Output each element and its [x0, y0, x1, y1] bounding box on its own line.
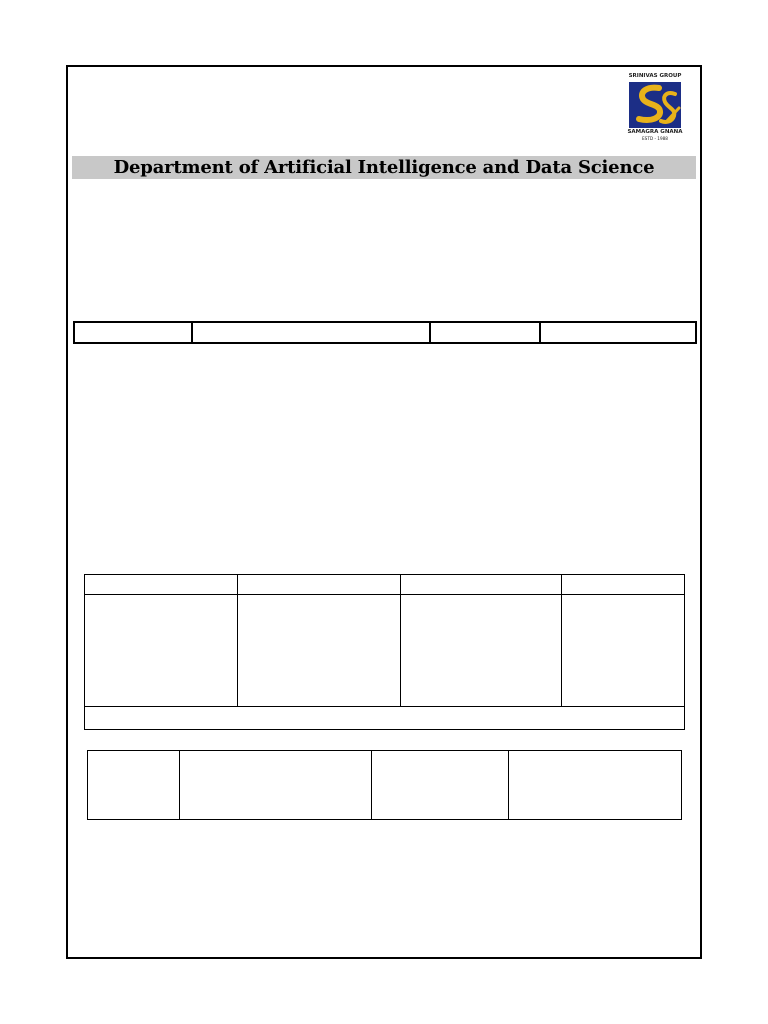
table-cell — [238, 595, 401, 707]
table-cell — [401, 595, 562, 707]
institution-logo — [626, 74, 684, 142]
table-cell — [401, 575, 562, 595]
table-cell — [509, 751, 682, 820]
table-cell — [85, 575, 238, 595]
table-cell — [74, 322, 192, 343]
table-row — [85, 575, 685, 595]
table-cell — [88, 751, 180, 820]
table-cell — [430, 322, 540, 343]
table-cell — [238, 575, 401, 595]
department-banner — [72, 156, 696, 179]
table-row — [85, 707, 685, 730]
table-cell — [372, 751, 509, 820]
table-cell — [180, 751, 372, 820]
page-frame — [66, 65, 702, 959]
table-cell — [85, 707, 685, 730]
table-row — [85, 595, 685, 707]
table-cell — [562, 575, 685, 595]
table-row — [74, 322, 696, 343]
table-cell — [562, 595, 685, 707]
logo-emblem-graphic — [629, 82, 681, 128]
logo-bottom-text: SAMAGRA GNANA — [627, 129, 683, 135]
signature-table — [87, 750, 682, 820]
table-cell — [540, 322, 696, 343]
table-cell — [192, 322, 430, 343]
department-title: Department of Artificial Intelligence and Data Science — [113, 157, 655, 178]
table-row — [88, 751, 682, 820]
marks-table — [84, 574, 685, 730]
logo-est-text: ESTD - 1988 — [642, 136, 668, 141]
logo-emblem-icon — [629, 82, 681, 128]
logo-top-text: SRINIVAS GROUP — [628, 73, 682, 79]
details-table — [73, 321, 697, 344]
table-cell — [85, 595, 238, 707]
